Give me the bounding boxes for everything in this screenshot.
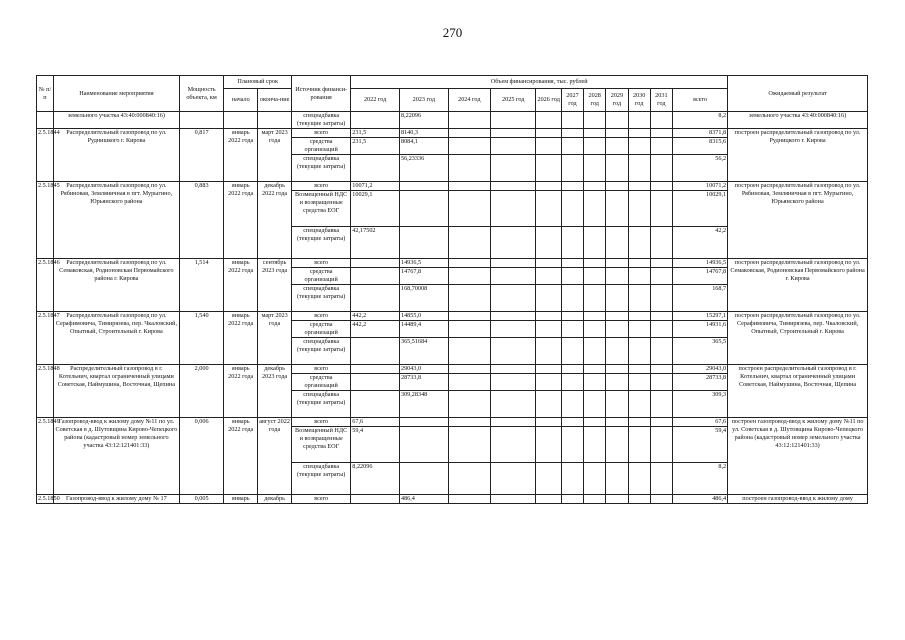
cell-start: январь <box>224 495 258 504</box>
cell-2023: 486,4 <box>399 495 448 504</box>
cell-total: 14931,6 <box>672 321 727 338</box>
cell-name: земельного участка 43:40:000840:16) <box>53 112 179 129</box>
cell-total: 486,4 <box>672 495 727 504</box>
cell-start: январь 2022 года <box>224 259 258 312</box>
cell-total: 8315,6 <box>672 138 727 155</box>
cell-source: средства организаций <box>292 321 351 338</box>
cell-num: 2.5.1844 <box>37 129 54 182</box>
cell-source: всего <box>292 182 351 191</box>
cell-start: январь 2022 года <box>224 418 258 495</box>
cell-total: 28733,8 <box>672 374 727 391</box>
cell-name: Распределительный газопровод в г. Котельнич, квартал ограниченный улицами Советская, Наймушина, Восточная, Щепина <box>53 365 179 418</box>
cell-start: январь 2022 года <box>224 182 258 259</box>
cell-total: 8,2 <box>672 463 727 495</box>
cell-2022: 231,5 <box>351 138 400 155</box>
cell-source: средства организаций <box>292 138 351 155</box>
cell-name: Газопровод-ввод к жилому дому № 17 <box>53 495 179 504</box>
cell-name: Распределительный газопровод по ул. Рябиновая, Земляничная в пгт. Мурыгино, Юрьянского района <box>53 182 179 259</box>
table-row <box>37 129 868 138</box>
cell-start: январь 2022 года <box>224 365 258 418</box>
cell-result: построен распределительный газопровод в г. Котельнич, квартал ограниченный улицами Советская, Наймушина, Восточная, Щепина <box>728 365 868 418</box>
page-number: 270 <box>442 25 463 40</box>
header-result: Ожидаемый результат <box>728 76 868 112</box>
cell-2022: 42,17502 <box>351 227 400 259</box>
header-total: всего <box>672 89 727 112</box>
cell-total: 14767,8 <box>672 268 727 285</box>
header-year: 2027 год <box>561 89 583 112</box>
cell-2022: 10071,2 <box>351 182 400 191</box>
financing-table <box>36 75 868 504</box>
cell-capacity: 0,817 <box>179 129 223 182</box>
table-row <box>37 259 868 268</box>
header-year: 2030 год <box>628 89 650 112</box>
cell-2023: 28733,8 <box>399 374 448 391</box>
cell-capacity: 0,005 <box>179 495 223 504</box>
cell-2022 <box>351 285 400 312</box>
cell-end: декабрь <box>258 495 292 504</box>
table-row <box>37 418 868 427</box>
cell-end: март 2023 года <box>258 129 292 182</box>
cell-2022: 442,2 <box>351 321 400 338</box>
cell-2022 <box>351 391 400 418</box>
table-row <box>37 312 868 321</box>
cell-name: Распределительный газопровод по ул. Семаковская, Родионовская Первомайского района г. Кирова <box>53 259 179 312</box>
cell-2022: 10029,1 <box>351 191 400 227</box>
cell-result: построен распределительный газопровод по ул. Семаковская, Родионовская Первомайского района г. Кирова <box>728 259 868 312</box>
cell-end: март 2023 года <box>258 312 292 365</box>
header-end: оконча-ние <box>258 89 292 112</box>
cell-2023: 168,70008 <box>399 285 448 312</box>
cell-end: сентябрь 2023 года <box>258 259 292 312</box>
cell-2022 <box>351 259 400 268</box>
cell-name: Газопровод-ввод к жилому дому №11 по ул. Советская в д. Шутовщина Кирово-Чепецкого района (кадастровый номер земельного участка 43:12:121401:33) <box>53 418 179 495</box>
header-num: № п/п <box>37 76 54 112</box>
cell-capacity: 0,883 <box>179 182 223 259</box>
cell-2023: 309,28348 <box>399 391 448 418</box>
cell-source: Возмещенный НДС и возвращенные средства ЕОГ <box>292 427 351 463</box>
cell-end: август 2022 года <box>258 418 292 495</box>
cell-source: спецнадбавка (текущие затраты) <box>292 155 351 182</box>
cell-total: 8,2 <box>672 112 727 129</box>
cell-total: 42,2 <box>672 227 727 259</box>
cell-start: январь 2022 года <box>224 312 258 365</box>
cell-2022: 59,4 <box>351 427 400 463</box>
cell-result: построен распределительный газопровод по ул. Серафимовича, Тимирязева, пер. Чкаловский, Опытный, Строительный г. Кирова <box>728 312 868 365</box>
cell-num: 2.5.1849 <box>37 418 54 495</box>
header-name: Наименование мероприятия <box>53 76 179 112</box>
header-year: 2026 год <box>536 89 561 112</box>
cell-total: 56,2 <box>672 155 727 182</box>
header-term: Плановый срок <box>224 76 292 89</box>
cell-2022: 231,5 <box>351 129 400 138</box>
cell-num: 2.5.1848 <box>37 365 54 418</box>
header-year: 2031 год <box>650 89 672 112</box>
table-row <box>37 112 868 129</box>
cell-end: декабрь 2023 года <box>258 365 292 418</box>
cell-2023: 8140,3 <box>399 129 448 138</box>
cell-start: январь 2022 года <box>224 129 258 182</box>
cell-2023 <box>399 463 448 495</box>
cell-source: Возмещенный НДС и возвращенные средства ЕОГ <box>292 191 351 227</box>
cell-source: всего <box>292 129 351 138</box>
cell-source: всего <box>292 495 351 504</box>
cell-2022 <box>351 365 400 374</box>
cell-total: 14936,5 <box>672 259 727 268</box>
cell-2023: 14855,0 <box>399 312 448 321</box>
cell-name: Распределительный газопровод по ул. Руднишкого г. Кирова <box>53 129 179 182</box>
cell-2023: 29043,0 <box>399 365 448 374</box>
cell-2023: 14767,8 <box>399 268 448 285</box>
cell-2023: 365,51684 <box>399 338 448 365</box>
cell-2022 <box>351 374 400 391</box>
cell-total: 10029,1 <box>672 191 727 227</box>
cell-source: спецнадбавка (текущие затраты) <box>292 338 351 365</box>
cell-result: построен распределительный газопровод по ул. Рябиновая, Земляничная в пгт. Мурыгино, Юрьянского района <box>728 182 868 259</box>
cell-num: 2.5.1847 <box>37 312 54 365</box>
cell-2023: 8,22096 <box>399 112 448 129</box>
cell-total: 15297,1 <box>672 312 727 321</box>
cell-source: средства организаций <box>292 374 351 391</box>
cell-source: всего <box>292 365 351 374</box>
cell-end: декабрь 2022 года <box>258 182 292 259</box>
cell-source: спецнадбавка (текущие затраты) <box>292 391 351 418</box>
cell-source: спецнадбавка (текущие затраты) <box>292 112 351 129</box>
header-start: начало <box>224 89 258 112</box>
header-year: 2029 год <box>606 89 628 112</box>
cell-2023: 56,23336 <box>399 155 448 182</box>
cell-num: 2.5.1846 <box>37 259 54 312</box>
cell-capacity: 2,000 <box>179 365 223 418</box>
cell-total: 29043,0 <box>672 365 727 374</box>
cell-capacity: 1,540 <box>179 312 223 365</box>
cell-source: спецнадбавка (текущие затраты) <box>292 285 351 312</box>
header-year: 2028 год <box>584 89 606 112</box>
cell-name: Распределительный газопровод по ул. Серафимовича, Тимирязева, пер. Чкаловский, Опытный, Строительный г. Кирова <box>53 312 179 365</box>
cell-result: построен распределительный газопровод по ул. Рудницкого г. Кирова <box>728 129 868 182</box>
cell-2022: 442,2 <box>351 312 400 321</box>
cell-2022 <box>351 155 400 182</box>
cell-num: 2.5.1850 <box>38 495 60 502</box>
cell-2023 <box>399 427 448 463</box>
cell-source: спецнадбавка (текущие затраты) <box>292 463 351 495</box>
cell-2023: 14936,5 <box>399 259 448 268</box>
cell-2022: 67,6 <box>351 418 400 427</box>
cell-capacity: 0,006 <box>179 418 223 495</box>
cell-source: спецнадбавка (текущие затраты) <box>292 227 351 259</box>
cell-result: земельного участка 43:40:000840:16) <box>728 112 868 129</box>
cell-total: 67,6 <box>672 418 727 427</box>
cell-source: средства организаций <box>292 268 351 285</box>
table-row <box>37 495 868 504</box>
cell-source: всего <box>292 418 351 427</box>
cell-result: построен газопровод-ввод к жилому дому <box>728 495 868 504</box>
cell-2022 <box>351 338 400 365</box>
table-row <box>37 365 868 374</box>
header-year: 2023 год <box>399 89 448 112</box>
cell-source: всего <box>292 259 351 268</box>
header-volume: Объем финансирования, тыс. рублей <box>351 76 728 89</box>
cell-total: 168,7 <box>672 285 727 312</box>
cell-total: 309,3 <box>672 391 727 418</box>
header-year: 2024 год <box>448 89 490 112</box>
header-source: Источник финанси-рования <box>292 76 351 112</box>
table-row <box>37 182 868 191</box>
cell-num: 2.5.1845 <box>37 182 54 259</box>
cell-2023 <box>399 227 448 259</box>
cell-total: 365,5 <box>672 338 727 365</box>
header-year: 2025 год <box>490 89 536 112</box>
header-capacity: Мощность объекта, км <box>179 76 223 112</box>
cell-2023 <box>399 182 448 191</box>
cell-result: построен газопровод-ввод к жилому дому №11 по ул. Советская в д. Шутовщина Кирово-Чепецкого района (кадастровый номер земельного участка 43:12:121401:33) <box>728 418 868 495</box>
cell-total: 8371,8 <box>672 129 727 138</box>
cell-total: 10071,2 <box>672 182 727 191</box>
cell-total: 59,4 <box>672 427 727 463</box>
header-year: 2022 год <box>351 89 400 112</box>
cell-2023: 8084,1 <box>399 138 448 155</box>
cell-source: всего <box>292 312 351 321</box>
cell-2023 <box>399 418 448 427</box>
cell-capacity: 1,514 <box>179 259 223 312</box>
cell-2023: 14489,4 <box>399 321 448 338</box>
cell-2023 <box>399 191 448 227</box>
cell-2022: 8,22096 <box>351 463 400 495</box>
cell-2022 <box>351 268 400 285</box>
